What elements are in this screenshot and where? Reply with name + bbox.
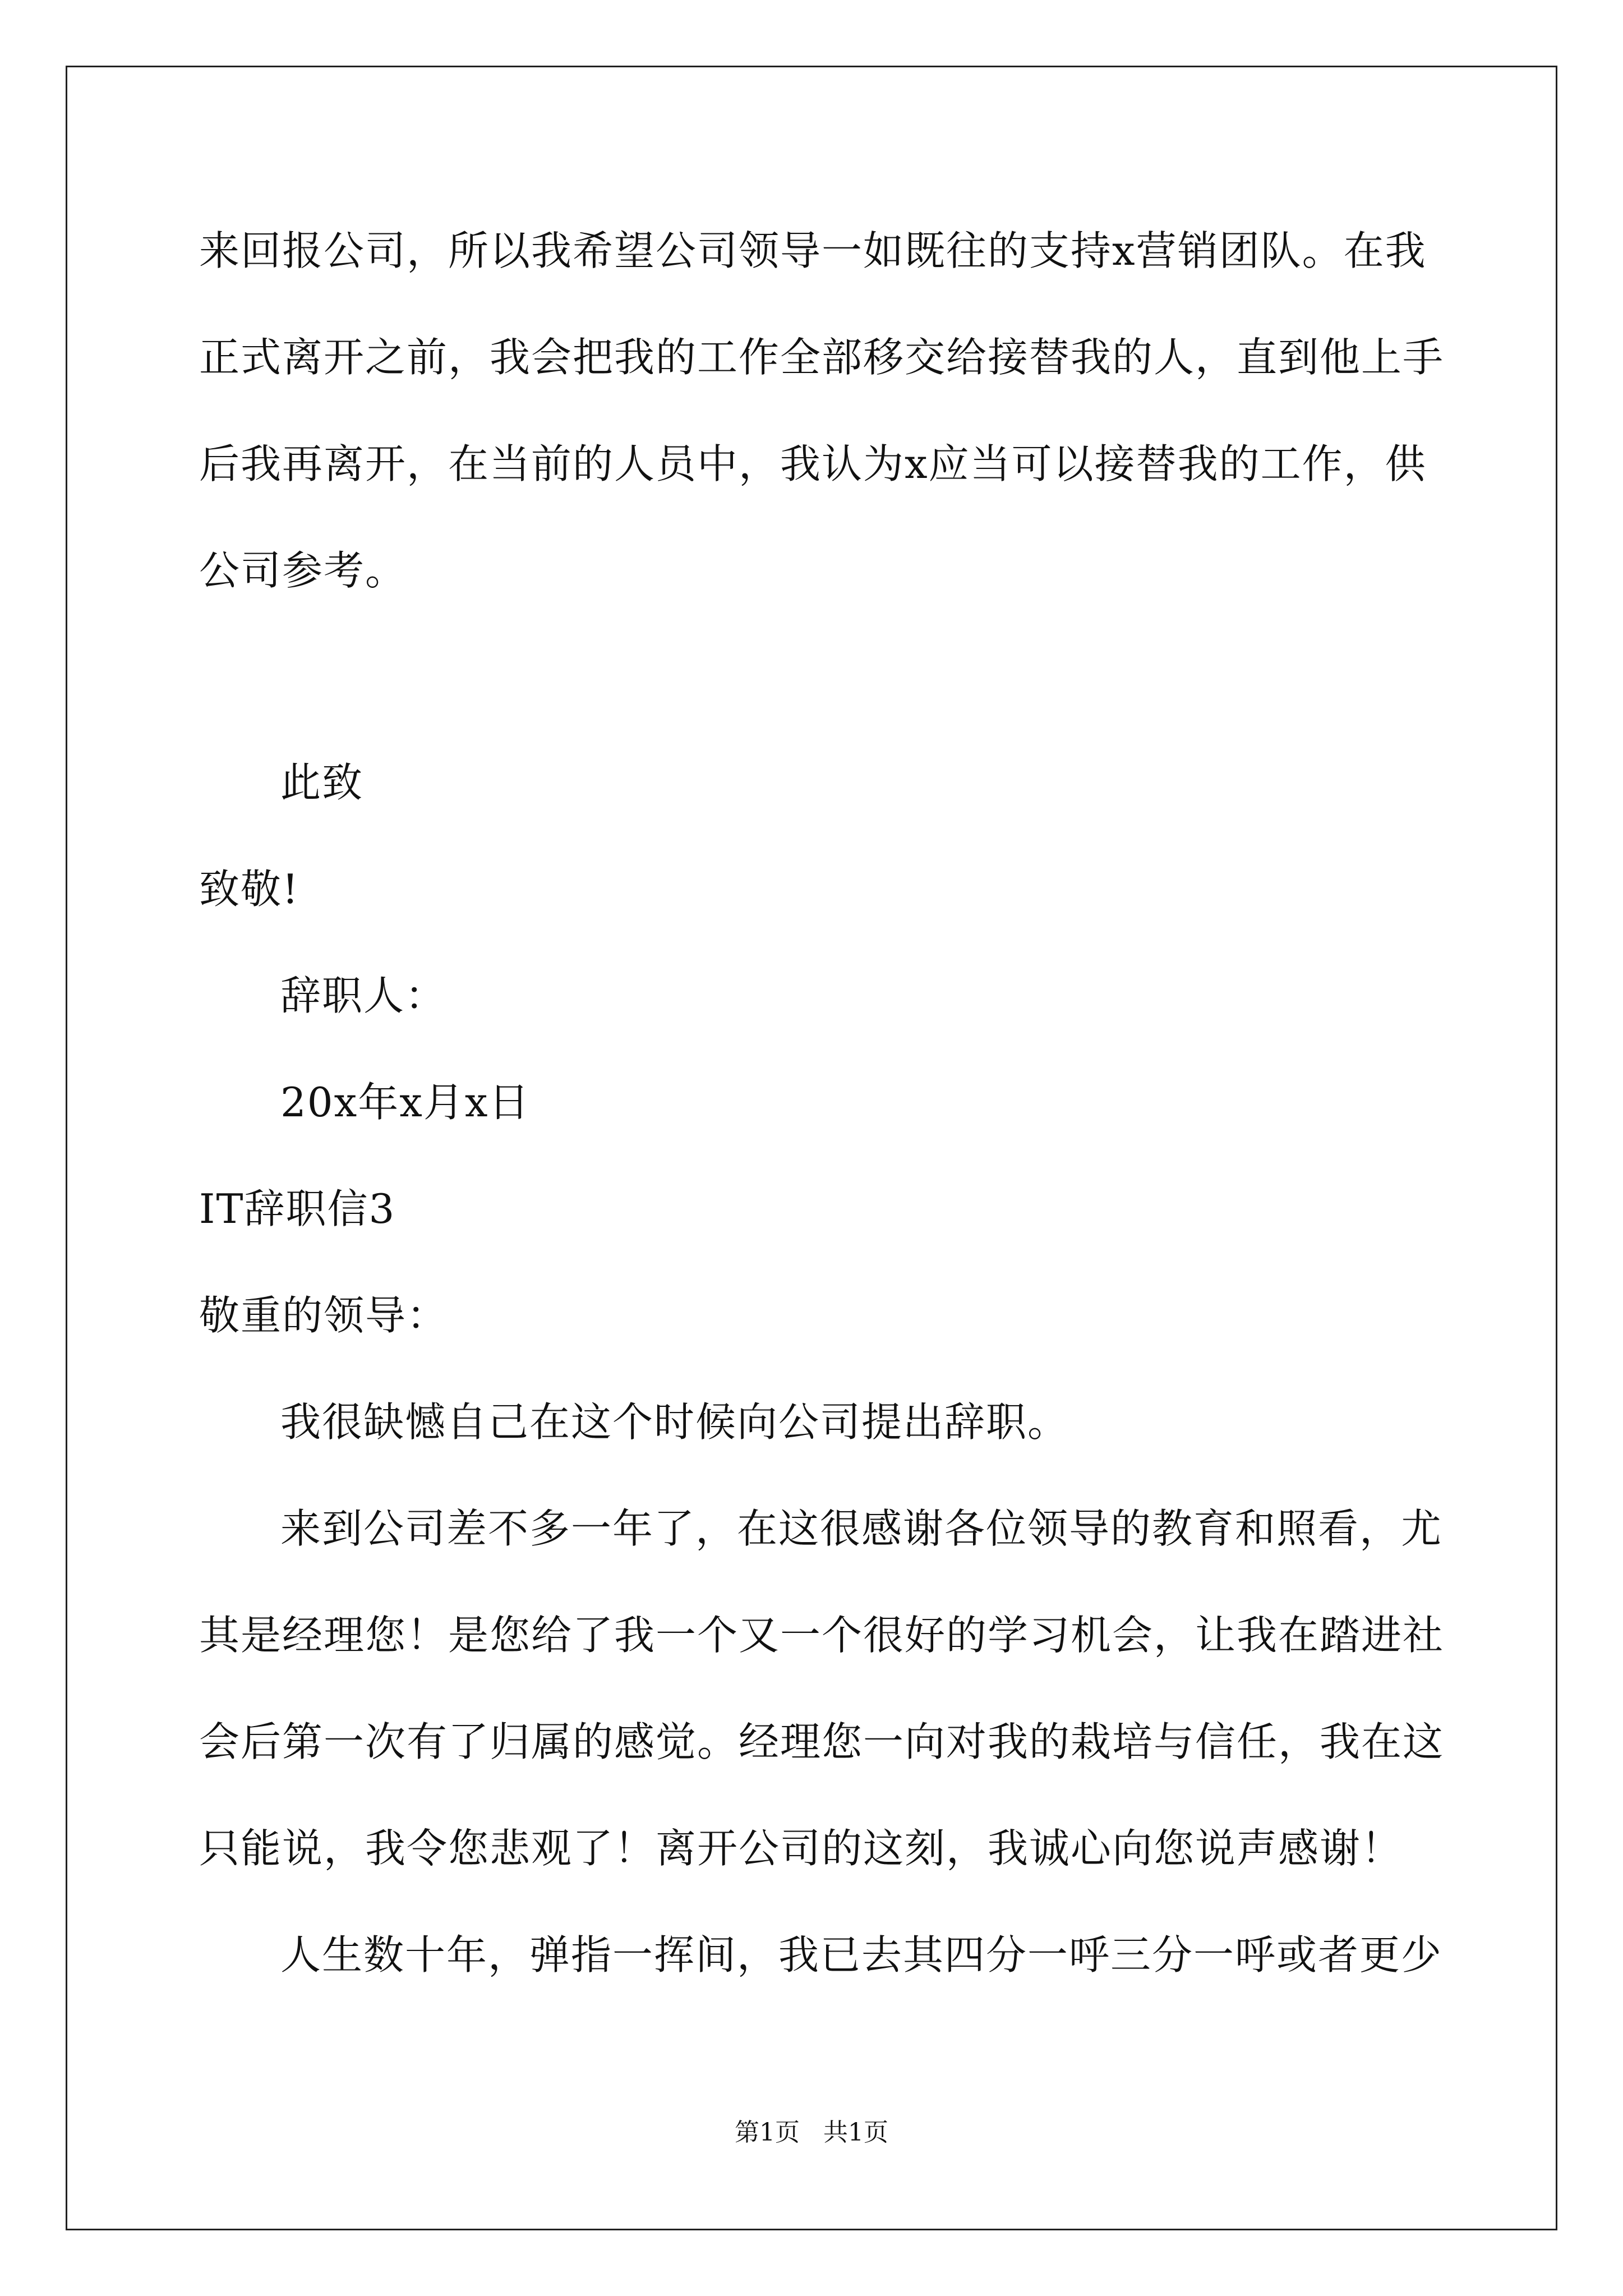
body-line-2: 正式离开之前，我会把我的工作全部移交给接替我的人，直到他上手 [199,334,1445,381]
paragraph-2-line-3: 会后第一次有了归属的感觉。经理您一向对我的栽培与信任，我在这 [199,1718,1445,1765]
letter-greeting: 敬重的领导： [199,1292,449,1339]
page-footer: 第1页 共1页 [735,2118,888,2147]
salutation-closing: 此致 [280,759,364,806]
body-line-3: 后我再离开，在当前的人员中，我认为x应当可以接替我的工作，供 [199,440,1427,487]
paragraph-1: 我很缺憾自己在这个时候向公司提出辞职。 [280,1398,1069,1446]
body-line-1: 来回报公司，所以我希望公司领导一如既往的支持x营销团队。在我 [199,227,1427,274]
signature-label: 辞职人： [280,972,447,1019]
paragraph-2-line-1: 来到公司差不多一年了，在这很感谢各位领导的教育和照看，尤 [280,1505,1443,1552]
paragraph-3-line-1: 人生数十年，弹指一挥间，我已去其四分一呼三分一呼或者更少 [280,1931,1443,1978]
section-title: IT辞职信3 [199,1185,396,1232]
salutation-regards: 致敬! [199,866,299,913]
body-line-4: 公司参考。 [199,547,407,594]
page-border [66,66,1557,2230]
paragraph-2-line-2: 其是经理您！是您给了我一个又一个很好的学习机会，让我在踏进社 [199,1612,1445,1659]
signature-date: 20x年x月x日 [280,1079,531,1126]
paragraph-2-line-4: 只能说，我令您悲观了！离开公司的这刻，我诚心向您说声感谢！ [199,1825,1403,1872]
